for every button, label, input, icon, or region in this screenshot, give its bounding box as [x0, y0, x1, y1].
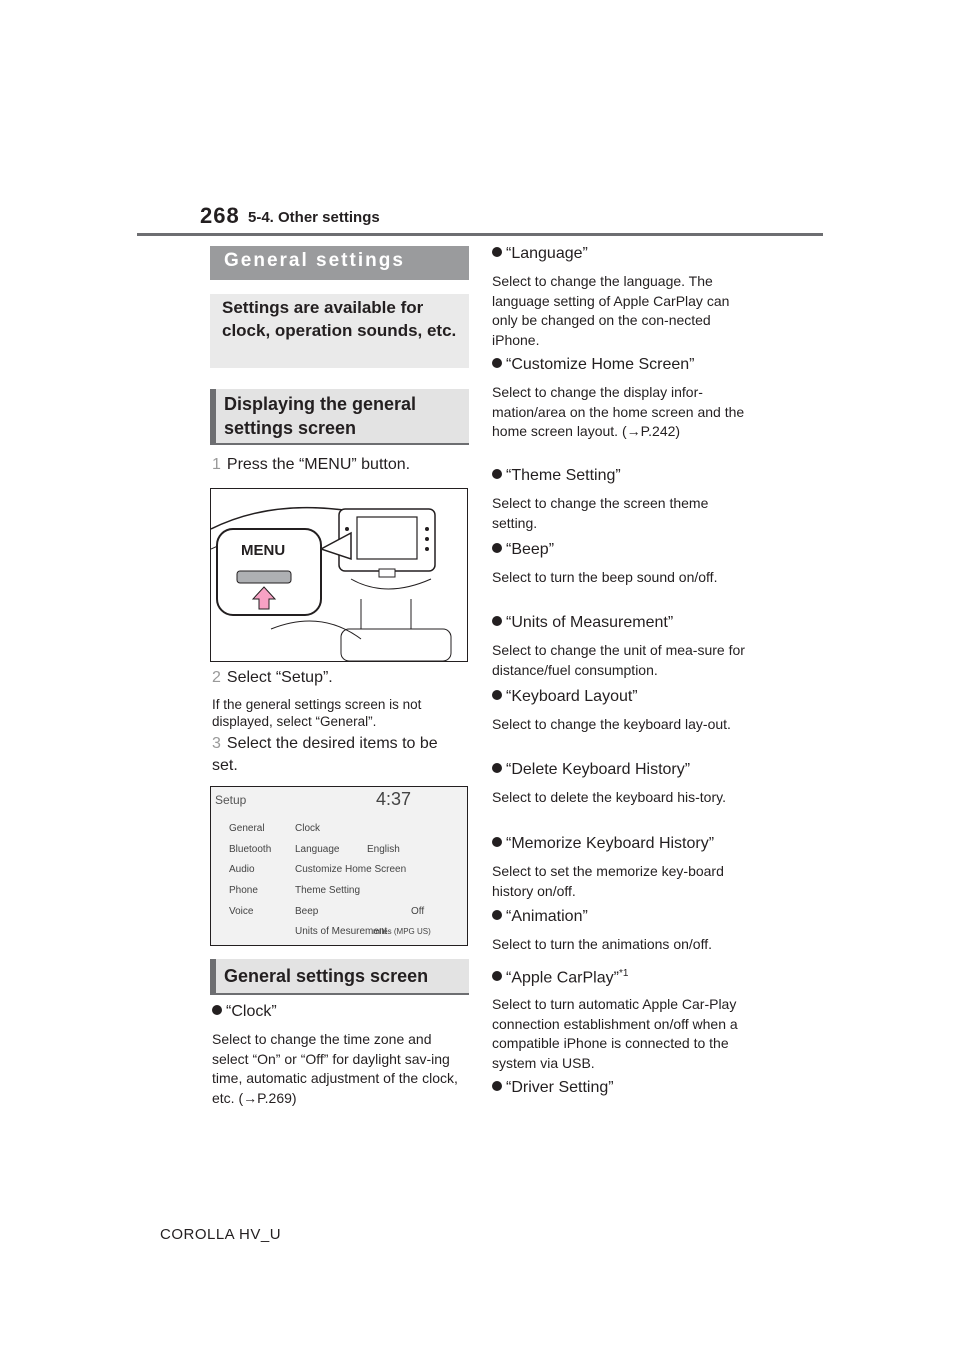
bullet-icon — [492, 837, 502, 847]
setup-row-label[interactable]: Units of Mesurement — [295, 926, 388, 937]
item-animation-title: “Animation” — [506, 908, 588, 925]
bullet-icon — [492, 1081, 502, 1091]
bullet-icon — [492, 763, 502, 773]
item-theme-desc: Select to change the screen theme setting. — [492, 495, 709, 531]
footnote-marker: *1 — [618, 968, 629, 979]
intro-box — [210, 294, 469, 368]
setup-row-label[interactable]: Theme Setting — [295, 885, 361, 896]
setup-row-label[interactable]: Language — [295, 844, 340, 855]
item-units-title: “Units of Measurement” — [506, 614, 674, 631]
item-carplay-title: “Apple CarPlay” — [506, 969, 619, 987]
item-units — [492, 613, 673, 633]
bullet-icon — [492, 469, 502, 479]
setup-sidebar — [215, 817, 287, 941]
general-settings-heading-text: General settings — [224, 250, 405, 271]
item-animation-desc: Select to turn the animations on/off. — [492, 936, 712, 952]
setup-row-value: English — [367, 844, 400, 855]
item-beep — [492, 540, 554, 560]
item-beep-desc: Select to turn the beep sound on/off. — [492, 569, 718, 585]
item-customize-home-desc: Select to change the display infor-mation/area on the home screen and the home screen layout. (→P.242) — [492, 384, 745, 439]
item-driver-title: “Driver Setting” — [506, 1079, 614, 1096]
step-1-number: 1 — [212, 456, 221, 473]
bullet-icon — [492, 616, 502, 626]
step-2-text: Select “Setup”. — [226, 669, 333, 686]
setup-row-value: Off — [411, 906, 425, 917]
bullet-icon — [492, 247, 502, 257]
step-2 — [212, 667, 333, 688]
item-carplay — [492, 964, 628, 988]
setup-list — [291, 817, 441, 941]
step-1 — [212, 454, 410, 475]
step-2-note: If the general settings screen is not displayed, select “General”. — [212, 697, 422, 729]
step-2-number: 2 — [212, 669, 221, 686]
step-1-text: Press the “MENU” button. — [226, 456, 411, 473]
item-units-desc: Select to change the unit of mea-sure for distance/fuel consumption. — [492, 642, 745, 678]
displaying-heading — [210, 389, 469, 445]
item-memorize-history-desc: Select to set the memorize key-board history on/off. — [492, 863, 724, 899]
section-title: 5-4. Other settings — [248, 209, 380, 226]
item-customize-home-title: “Customize Home Screen” — [506, 356, 695, 373]
sidebar-item-audio[interactable]: Audio — [229, 864, 255, 875]
bullet-icon — [492, 910, 502, 920]
sidebar-item-bluetooth[interactable]: Bluetooth — [229, 844, 272, 855]
general-settings-heading — [210, 246, 469, 280]
menu-button-label: MENU — [241, 542, 286, 559]
displaying-heading-text: Displaying the general settings screen — [224, 394, 417, 438]
step-3 — [212, 733, 462, 777]
sidebar-item-voice[interactable]: Voice — [229, 906, 254, 917]
dashboard-figure — [210, 488, 468, 662]
screen-heading-text: General settings screen — [224, 966, 429, 986]
item-delete-history — [492, 760, 690, 780]
sidebar-item-phone[interactable]: Phone — [229, 885, 258, 896]
item-language — [492, 244, 588, 264]
item-clock-title: “Clock” — [226, 1003, 277, 1020]
setup-row-label[interactable]: Beep — [295, 906, 319, 917]
setup-screen-figure — [210, 786, 468, 946]
item-driver — [492, 1078, 614, 1098]
setup-row-label[interactable]: Clock — [295, 823, 321, 834]
item-carplay-desc: Select to turn automatic Apple Car-Play connection establishment on/off when a compatible iPhone is connected to the system via USB. — [492, 996, 738, 1071]
step-3-number: 3 — [212, 735, 221, 752]
item-clock-desc: Select to change the time zone and select “On” or “Off” for daylight sav-ing time, automatic adjustment of the clock, etc. (→P.269) — [212, 1031, 458, 1106]
dashboard-illustration — [211, 489, 467, 661]
item-animation — [492, 907, 588, 927]
item-clock — [212, 1002, 277, 1022]
bullet-icon — [492, 358, 502, 368]
bullet-icon — [492, 543, 502, 553]
item-keyboard-layout-title: “Keyboard Layout” — [506, 688, 638, 705]
item-keyboard-layout — [492, 687, 638, 707]
item-theme — [492, 466, 621, 486]
intro-text: Settings are available for clock, operation sounds, etc. — [222, 298, 457, 340]
item-language-title: “Language” — [506, 245, 588, 262]
item-memorize-history-title: “Memorize Keyboard History” — [506, 835, 715, 852]
page-number: 268 — [200, 203, 240, 228]
bullet-icon — [492, 690, 502, 700]
screen-heading — [210, 959, 469, 995]
sidebar-item-general[interactable]: General — [229, 823, 265, 834]
item-delete-history-desc: Select to delete the keyboard his-tory. — [492, 789, 726, 805]
item-memorize-history — [492, 834, 714, 854]
item-language-desc: Select to change the language. The language setting of Apple CarPlay can only be changed on the con-nected iPhone. — [492, 273, 730, 348]
header-rule — [137, 233, 823, 236]
item-beep-title: “Beep” — [506, 541, 555, 558]
setup-row-label[interactable]: Customize Home Screen — [295, 864, 407, 875]
item-theme-title: “Theme Setting” — [506, 467, 621, 484]
item-keyboard-layout-desc: Select to change the keyboard lay-out. — [492, 716, 731, 732]
setup-row-value: miles (MPG US) — [373, 927, 431, 936]
setup-time: 4:37 — [376, 789, 412, 809]
footer-model: COROLLA HV_U — [160, 1226, 282, 1243]
bullet-icon — [492, 971, 502, 981]
setup-title: Setup — [215, 793, 247, 807]
step-3-text: Select the desired items to be set. — [212, 735, 438, 774]
item-customize-home — [492, 355, 695, 375]
bullet-icon — [212, 1005, 222, 1015]
item-delete-history-title: “Delete Keyboard History” — [506, 761, 691, 778]
